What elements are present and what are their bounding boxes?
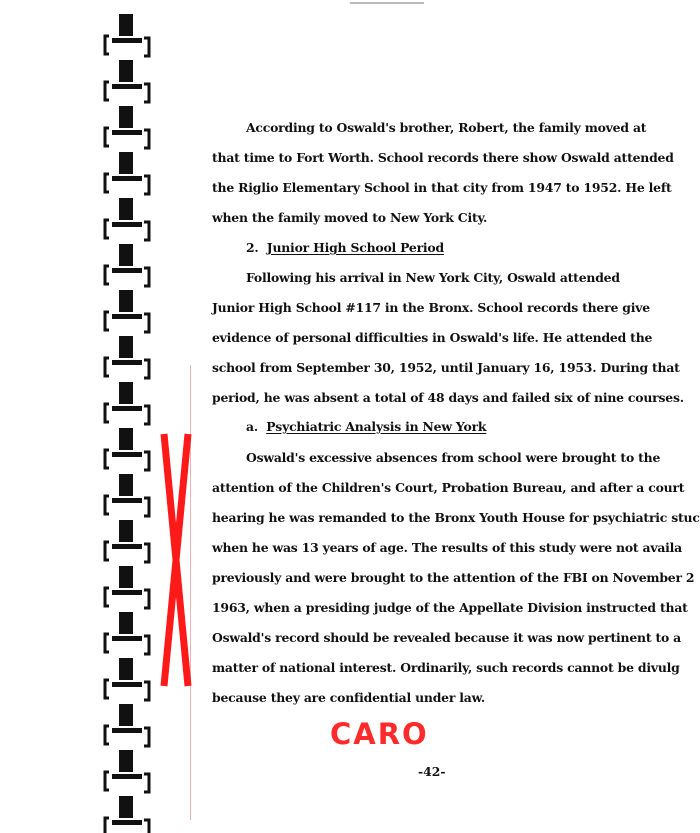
binding-ring-part [144,452,149,470]
binding-ring-part [144,176,149,194]
binding-ring-part [112,682,142,687]
binding-ring-part [119,612,133,634]
binding-ring-part [144,636,149,654]
red-x-mark [158,430,194,690]
paragraph-3-line: when he was 13 years of age. The results of this study were not availa [212,540,683,555]
binding-ring-part [112,406,142,411]
caro-stamp: CARO [330,717,429,751]
paragraph-3-line: Oswald's excessive absences from school were brought to the [246,450,661,465]
paragraph-3-line: 1963, when a presiding judge of the Appellate Division instructed that [212,600,688,615]
binding-ring-part [119,336,133,358]
binding-ring-part [105,450,109,468]
binding-ring-part [119,152,133,174]
paragraph-1-line: the Riglio Elementary School in that city from 1947 to 1952. He left [212,180,672,195]
binding-ring-part [105,404,109,422]
binding-ring-part [119,382,133,404]
binding-ring-part [105,680,109,698]
paragraph-3-line: Oswald's record should be revealed because it was now pertinent to a [212,630,681,645]
binding-ring-part [144,360,149,378]
paragraph-2-line: evidence of personal difficulties in Oswald's life. He attended the [212,330,653,345]
binding-ring-part [119,60,133,82]
paragraph-3-line: hearing he was remanded to the Bronx Youth House for psychiatric stuc [212,510,700,525]
binding-ring-part [144,84,149,102]
binding-ring-part [105,220,109,238]
paragraph-2-line: Following his arrival in New York City, Oswald attended [246,270,620,285]
binding-ring-part [112,820,142,825]
binding-ring-part [144,406,149,424]
binding-ring-part [112,452,142,457]
section-letter: a. [246,419,258,434]
binding-ring-part [112,728,142,733]
binding-ring-part [119,106,133,128]
binding-ring-part [119,474,133,496]
binding-ring-part [105,818,109,833]
binding-ring-part [144,268,149,286]
binding-ring-part [105,266,109,284]
binding-ring-part [112,544,142,549]
binding-ring-part [112,314,142,319]
paragraph-1-line: According to Oswald's brother, Robert, the family moved at [246,120,647,135]
binding-ring-part [119,14,133,36]
binding-ring-part [144,728,149,746]
paragraph-3-line: because they are confidential under law. [212,690,485,705]
binding-ring-part [119,428,133,450]
binding-ring-part [105,82,109,100]
binding-ring-part [144,544,149,562]
binding-ring-part [105,312,109,330]
binding-ring-part [144,774,149,792]
paragraph-3-line: previously and were brought to the attention of the FBI on November 2 [212,570,695,585]
binding-ring-part [105,128,109,146]
section-2-heading [246,240,444,255]
binding-ring-part [119,566,133,588]
binding-ring-part [105,36,109,54]
binding-ring-part [112,176,142,181]
binding-ring-part [144,130,149,148]
binding-ring-part [105,358,109,376]
binding-ring-part [112,222,142,227]
binding-ring-part [144,222,149,240]
binding-ring-part [112,360,142,365]
section-number: 2. [246,240,259,255]
paragraph-2-line: period, he was absent a total of 48 days and failed six of nine courses. [212,390,684,405]
binding-ring-part [119,198,133,220]
binding-ring-part [144,682,149,700]
paragraph-2-line: school from September 30, 1952, until January 16, 1953. During that [212,360,680,375]
paragraph-1-line: when the family moved to New York City. [212,210,488,225]
binding-ring-part [119,704,133,726]
binding-ring-part [119,658,133,680]
binding-ring-part [119,520,133,542]
binding-ring-part [119,750,133,772]
paragraph-3-line: attention of the Children's Court, Probation Bureau, and after a court [212,480,685,495]
binding-ring-part [112,268,142,273]
binding-ring-part [112,774,142,779]
binding-ring-part [119,244,133,266]
binding-ring-part [105,542,109,560]
page-number: -42- [418,764,446,779]
binding-ring-part [105,174,109,192]
top-scan-mark [350,2,424,4]
binding-ring-part [112,38,142,43]
binding-ring-part [144,498,149,516]
section-a-heading [246,419,486,434]
paragraph-2-line: Junior High School #117 in the Bronx. School records there give [212,300,650,315]
binding-ring-part [119,290,133,312]
paragraph-3-line: matter of national interest. Ordinarily, such records cannot be divulg [212,660,680,675]
binding-ring-part [144,820,149,833]
binding-ring-part [105,772,109,790]
spiral-binding [100,0,160,833]
binding-ring-part [105,588,109,606]
binding-ring-part [112,84,142,89]
paragraph-1-line: that time to Fort Worth. School records there show Oswald attended [212,150,674,165]
binding-ring-part [119,796,133,818]
binding-ring-part [112,590,142,595]
binding-ring-part [112,130,142,135]
section-title: Psychiatric Analysis in New York [266,419,487,434]
binding-ring-part [105,634,109,652]
binding-ring-part [105,496,109,514]
binding-ring-part [144,314,149,332]
section-title: Junior High School Period [266,240,444,255]
binding-ring-part [112,498,142,503]
binding-ring-part [112,636,142,641]
binding-ring-part [144,590,149,608]
binding-ring-part [144,38,149,56]
binding-ring-part [105,726,109,744]
